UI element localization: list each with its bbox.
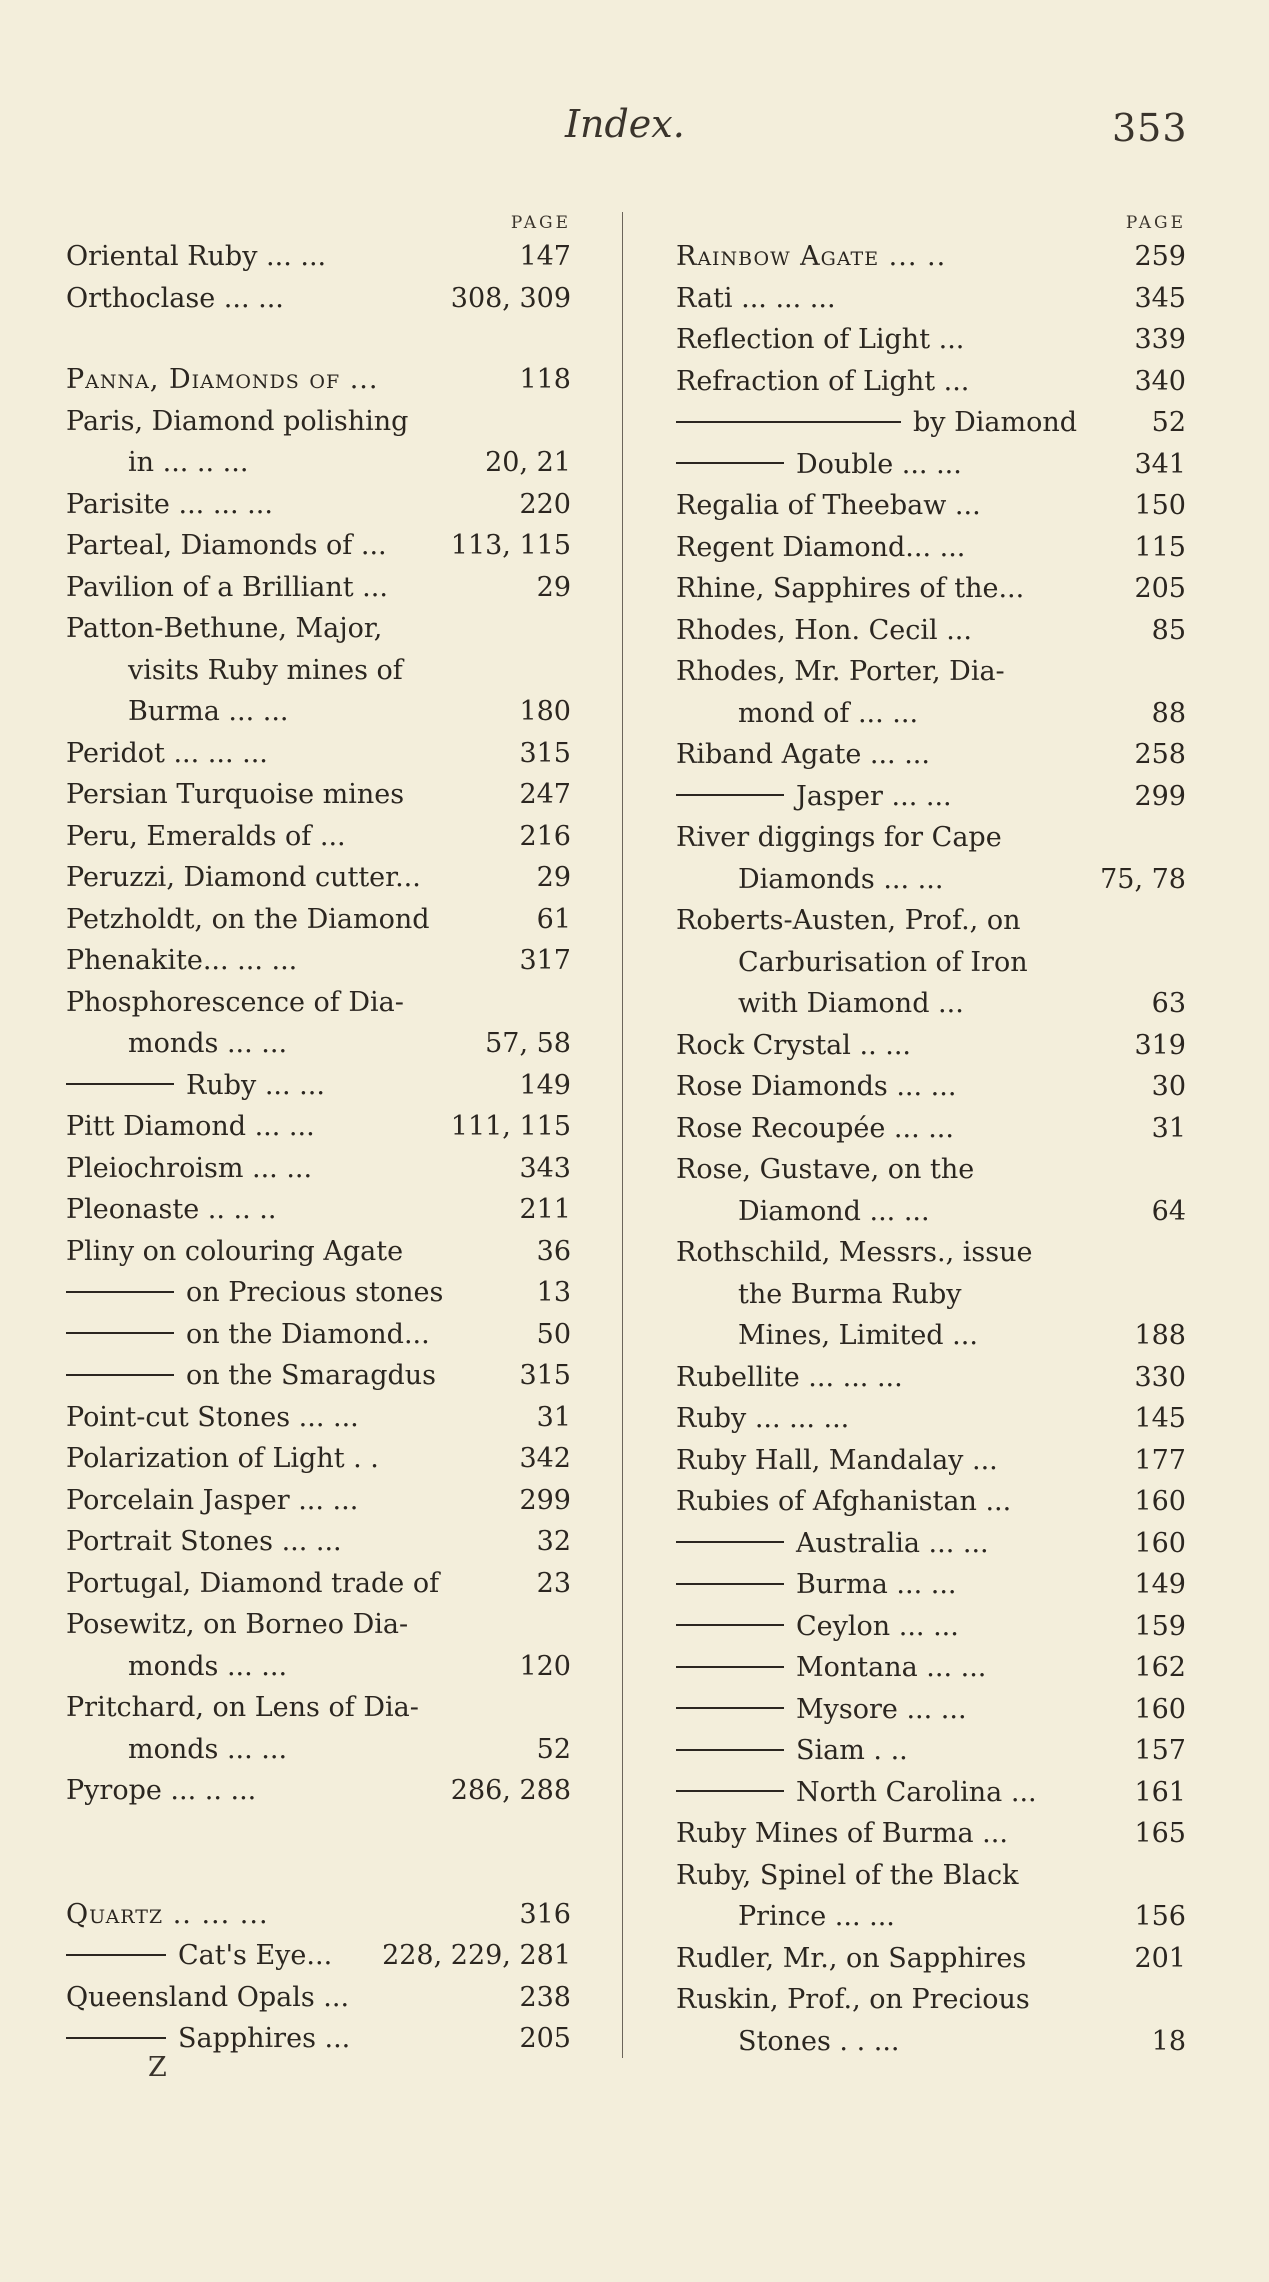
index-entry: Mines, Limited ... 188: [738, 1320, 1186, 1351]
ditto-dash: [66, 1374, 174, 1376]
index-entry: Diamond ... ... 64: [738, 1195, 1186, 1227]
index-entry: Portugal, Diamond trade of 23: [66, 1567, 571, 1599]
index-entry: Posewitz, on Borneo Dia-: [66, 1609, 409, 1640]
index-entry: Rudler, Mr., on Sapphires 201: [676, 1942, 1186, 1974]
ditto-dash: [676, 1624, 784, 1626]
index-entry: Prince ... ... 156: [738, 1901, 1186, 1932]
index-entry: Pyrope ... .. ... 286, 288: [66, 1775, 571, 1806]
index-entry: Rubies of Afghanistan ... 160: [676, 1486, 1186, 1517]
index-entry: on the Smaragdus 315: [66, 1355, 571, 1397]
index-entry: Burma ... ... 149: [676, 1564, 1186, 1606]
index-entry: Peruzzi, Diamond cutter... 29: [66, 862, 571, 893]
index-entry: Siam . .. 157: [676, 1730, 1186, 1772]
index-entry: Cat's Eye... 228, 229, 281: [66, 1935, 571, 1977]
index-entry: Ruby Mines of Burma ... 165: [676, 1818, 1186, 1849]
index-entry: in ... .. ... 20, 21: [128, 447, 571, 478]
index-entry: Ceylon ... ... 159: [676, 1606, 1186, 1648]
section-gap: [66, 319, 571, 359]
index-entry: Roberts-Austen, Prof., on: [676, 905, 1021, 936]
ditto-dash: [676, 1583, 784, 1585]
index-entry: Petzholdt, on the Diamond 61: [66, 903, 571, 935]
ditto-dash: [676, 1790, 784, 1792]
ditto-dash: [66, 1332, 174, 1334]
index-entry: Paris, Diamond polishing: [66, 405, 409, 437]
index-entry: Rothschild, Messrs., issue: [676, 1237, 1033, 1268]
running-head: [0, 102, 1269, 162]
index-entry: Rose, Gustave, on the: [676, 1154, 975, 1185]
index-entry: Ruby Hall, Mandalay ... 177: [676, 1444, 1186, 1476]
running-title: Index.: [565, 102, 685, 146]
section-gap: [66, 1812, 571, 1894]
index-entry: Parisite ... ... ... 220: [66, 488, 571, 520]
index-entry: Ruby, Spinel of the Black: [676, 1859, 1019, 1891]
index-entry: Rati ... ... ... 345: [676, 282, 1186, 314]
index-entry: Phenakite... ... ... 317: [66, 945, 571, 976]
index-entry: North Carolina ... 161: [676, 1772, 1186, 1814]
index-entry: Rainbow Agate ... .. 259: [676, 241, 1186, 272]
index-entry: Porcelain Jasper ... ... 299: [66, 1484, 571, 1516]
index-entry: Double ... ... 341: [676, 444, 1186, 486]
ditto-dash: [676, 421, 901, 423]
index-entry: Phosphorescence of Dia-: [66, 986, 404, 1018]
index-entry: Persian Turquoise mines 247: [66, 779, 571, 810]
index-entry: Panna, Diamonds of ... 118: [66, 364, 571, 395]
ditto-dash: [676, 1707, 784, 1709]
index-entry: by Diamond 52: [676, 402, 1186, 444]
index-entry: Diamonds ... ... 75, 78: [738, 863, 1186, 895]
index-entry: Mysore ... ... 160: [676, 1689, 1186, 1731]
page-column-label: PAGE: [510, 213, 571, 233]
index-entry: Riband Agate ... ... 258: [676, 739, 1186, 770]
index-entry: Stones . . ... 18: [738, 2025, 1186, 2057]
index-entry: Jasper ... ... 299: [676, 776, 1186, 818]
index-entry: Quartz .. ... ... 316: [66, 1898, 571, 1930]
index-entry: with Diamond ... 63: [738, 988, 1186, 1019]
index-entry: Pitt Diamond ... ... 111, 115: [66, 1111, 571, 1142]
index-entry: Rhodes, Mr. Porter, Dia-: [676, 656, 1005, 687]
ditto-dash: [676, 1749, 784, 1751]
index-entry: Ruby ... ... ... 145: [676, 1403, 1186, 1434]
index-entry: Carburisation of Iron: [738, 946, 1028, 978]
index-entry: Pavilion of a Brilliant ... 29: [66, 571, 571, 603]
index-entry: visits Ruby mines of: [128, 654, 403, 686]
index-entry: Point-cut Stones ... ... 31: [66, 1401, 571, 1433]
index-entry: Australia ... ... 160: [676, 1523, 1186, 1565]
index-entry: monds ... ... 120: [128, 1650, 571, 1682]
ditto-dash: [676, 462, 784, 464]
ditto-dash: [676, 1541, 784, 1543]
index-entry: Montana ... ... 162: [676, 1647, 1186, 1689]
index-entry: Pritchard, on Lens of Dia-: [66, 1692, 419, 1723]
index-entry: Peridot ... ... ... 315: [66, 737, 571, 769]
index-entry: Peru, Emeralds of ... 216: [66, 820, 571, 852]
column-divider: [622, 212, 623, 2058]
ditto-dash: [66, 1954, 166, 1956]
index-entry: mond of ... ... 88: [738, 697, 1186, 729]
ditto-dash: [676, 1666, 784, 1668]
index-entry: Rock Crystal .. ... 319: [676, 1029, 1186, 1061]
index-entry: Patton-Bethune, Major,: [66, 613, 383, 644]
index-entry: on Precious stones 13: [66, 1272, 571, 1314]
index-entry: River diggings for Cape: [676, 822, 1002, 853]
index-entry: Parteal, Diamonds of ... 113, 115: [66, 530, 571, 561]
index-entry: Refraction of Light ... 340: [676, 365, 1186, 397]
index-entry: Regent Diamond... ... 115: [676, 531, 1186, 563]
index-entry: Portrait Stones ... ... 32: [66, 1526, 571, 1557]
index-entry: Queensland Opals ... 238: [66, 1981, 571, 2013]
index-entry: Regalia of Theebaw ... 150: [676, 490, 1186, 521]
index-entry: Pleiochroism ... ... 343: [66, 1152, 571, 1184]
index-entry: Ruskin, Prof., on Precious: [676, 1984, 1030, 2015]
index-entry: Oriental Ruby ... ... 147: [66, 241, 571, 272]
ditto-dash: [676, 794, 784, 796]
index-entry: monds ... ... 52: [128, 1733, 571, 1765]
index-entry: Rubellite ... ... ... 330: [676, 1361, 1186, 1393]
page-number: 353: [1112, 106, 1188, 150]
index-entry: Polarization of Light . . 342: [66, 1443, 571, 1474]
index-entry: the Burma Ruby: [738, 1278, 962, 1310]
index-entry: monds ... ... 57, 58: [128, 1028, 571, 1059]
index-entry: Rose Diamonds ... ... 30: [676, 1071, 1186, 1102]
page-column-label: PAGE: [1125, 213, 1186, 233]
index-entry: Burma ... ... 180: [128, 696, 571, 727]
ditto-dash: [66, 2037, 166, 2039]
index-entry: Rose Recoupée ... ... 31: [676, 1112, 1186, 1144]
index-entry: Rhodes, Hon. Cecil ... 85: [676, 614, 1186, 646]
ditto-dash: [66, 1083, 174, 1085]
index-entry: on the Diamond... 50: [66, 1314, 571, 1356]
index-entry: Rhine, Sapphires of the... 205: [676, 573, 1186, 604]
index-entry: Pleonaste .. .. .. 211: [66, 1194, 571, 1225]
index-entry: Reflection of Light ... 339: [676, 324, 1186, 355]
index-entry: Sapphires ... 205: [66, 2018, 571, 2060]
index-column-left: [66, 210, 571, 2060]
index-entry: Orthoclase ... ... 308, 309: [66, 282, 571, 314]
index-entry: Pliny on colouring Agate 36: [66, 1235, 571, 1267]
index-entry: Ruby ... ... 149: [66, 1065, 571, 1107]
signature-mark: Z: [148, 2052, 167, 2083]
ditto-dash: [66, 1291, 174, 1293]
index-column-right: [676, 210, 1186, 2062]
